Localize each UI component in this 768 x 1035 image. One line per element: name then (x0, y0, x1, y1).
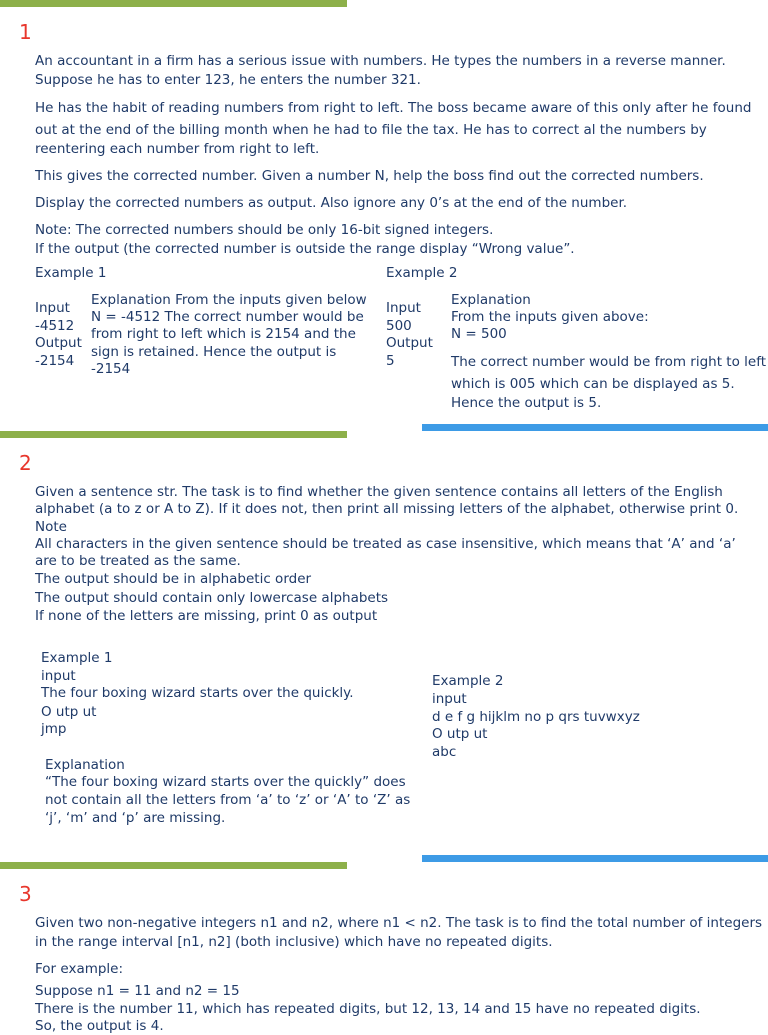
example-line: input (41, 668, 76, 684)
io-label: Output (35, 335, 82, 351)
explanation-line: Explanation From the inputs given below (91, 292, 367, 308)
note-line: Note: The corrected numbers should be only 16-bit signed integers. (35, 222, 494, 238)
explanation-line: From the inputs given above: (451, 309, 649, 325)
example-line: input (432, 691, 467, 707)
section-divider-green (0, 431, 347, 438)
paragraph-line: reentering each number from right to left. (35, 141, 320, 157)
example-line: jmp (41, 721, 67, 737)
paragraph-line: All characters in the given sentence should be treated as case insensitive, which means that ‘A’ and ‘a’ (35, 536, 736, 552)
explanation-line: Explanation (451, 292, 531, 308)
io-value: 5 (386, 353, 395, 369)
explanation-line: Hence the output is 5. (451, 395, 602, 411)
explanation-line: “The four boxing wizard starts over the quickly” does (45, 774, 406, 790)
explanation-line: Explanation (45, 757, 125, 773)
paragraph-line: out at the end of the billing month when he had to file the tax. He has to correct al the numbers by (35, 122, 707, 138)
section-divider-blue (422, 424, 768, 431)
example-line: abc (432, 744, 457, 760)
example-title: Example 2 (386, 265, 458, 281)
paragraph-line: are to be treated as the same. (35, 553, 241, 569)
section-divider-blue (422, 855, 768, 862)
paragraph-line: The output should be in alphabetic order (35, 571, 312, 587)
explanation-line: sign is retained. Hence the output is (91, 344, 337, 360)
example-title: Example 1 (35, 265, 107, 281)
explanation-line: N = -4512 The correct number would be (91, 309, 364, 325)
example-line: The four boxing wizard starts over the quickly. (41, 685, 354, 701)
example-title: Example 2 (432, 673, 504, 689)
explanation-line: which is 005 which can be displayed as 5. (451, 376, 735, 392)
paragraph-line: Suppose he has to enter 123, he enters the number 321. (35, 72, 421, 88)
paragraph-line: in the range interval [n1, n2] (both inclusive) which have no repeated digits. (35, 934, 553, 950)
example-line: d e f g hijklm no p qrs tuvwxyz (432, 709, 640, 725)
note-line: If the output (the corrected number is outside the range display “Wrong value”. (35, 241, 575, 257)
io-value: -4512 (35, 318, 75, 334)
paragraph-line: The output should contain only lowercase alphabets (35, 590, 389, 606)
paragraph-line: alphabet (a to z or A to Z). If it does not, then print all missing letters of the alphabet, otherwise print 0. (35, 501, 739, 517)
example-title: Example 1 (41, 650, 113, 666)
paragraph-line: He has the habit of reading numbers from right to left. The boss became aware of this only after he found (35, 100, 752, 116)
paragraph-line: If none of the letters are missing, print 0 as output (35, 608, 378, 624)
paragraph-line: Given a sentence str. The task is to find whether the given sentence contains all letters of the English (35, 484, 723, 500)
paragraph-line: An accountant in a firm has a serious issue with numbers. He types the numbers in a reverse manner. (35, 53, 726, 69)
section-number: 3 (19, 882, 32, 906)
io-label: Output (386, 335, 433, 351)
paragraph-line: Given two non-negative integers n1 and n2, where n1 < n2. The task is to find the total number of integers (35, 915, 763, 931)
example-line: O utp ut (41, 704, 97, 720)
explanation-line: from right to left which is 2154 and the (91, 326, 356, 342)
io-label: Input (386, 300, 421, 316)
section-divider-green (0, 862, 347, 869)
paragraph-line: Suppose n1 = 11 and n2 = 15 (35, 983, 240, 999)
explanation-line: ‘j’, ‘m’ and ‘p’ are missing. (45, 810, 226, 826)
paragraph-line: For example: (35, 961, 124, 977)
explanation-line: N = 500 (451, 326, 507, 342)
paragraph-line: There is the number 11, which has repeated digits, but 12, 13, 14 and 15 have no repeated digits. (35, 1001, 701, 1017)
example-line: O utp ut (432, 726, 488, 742)
io-value: 500 (386, 318, 412, 334)
explanation-line: The correct number would be from right to left (451, 354, 767, 370)
paragraph-line: This gives the corrected number. Given a number N, help the boss find out the corrected numbers. (35, 168, 704, 184)
paragraph-line: So, the output is 4. (35, 1018, 164, 1034)
section-divider-green (0, 0, 347, 7)
io-value: -2154 (35, 353, 75, 369)
explanation-line: not contain all the letters from ‘a’ to ‘z’ or ‘A’ to ‘Z’ as (45, 792, 411, 808)
paragraph-line: Note (35, 519, 67, 535)
paragraph-line: Display the corrected numbers as output. Also ignore any 0’s at the end of the number. (35, 195, 628, 211)
section-number: 2 (19, 451, 32, 475)
section-number: 1 (19, 20, 32, 44)
explanation-line: -2154 (91, 361, 131, 377)
io-label: Input (35, 300, 70, 316)
